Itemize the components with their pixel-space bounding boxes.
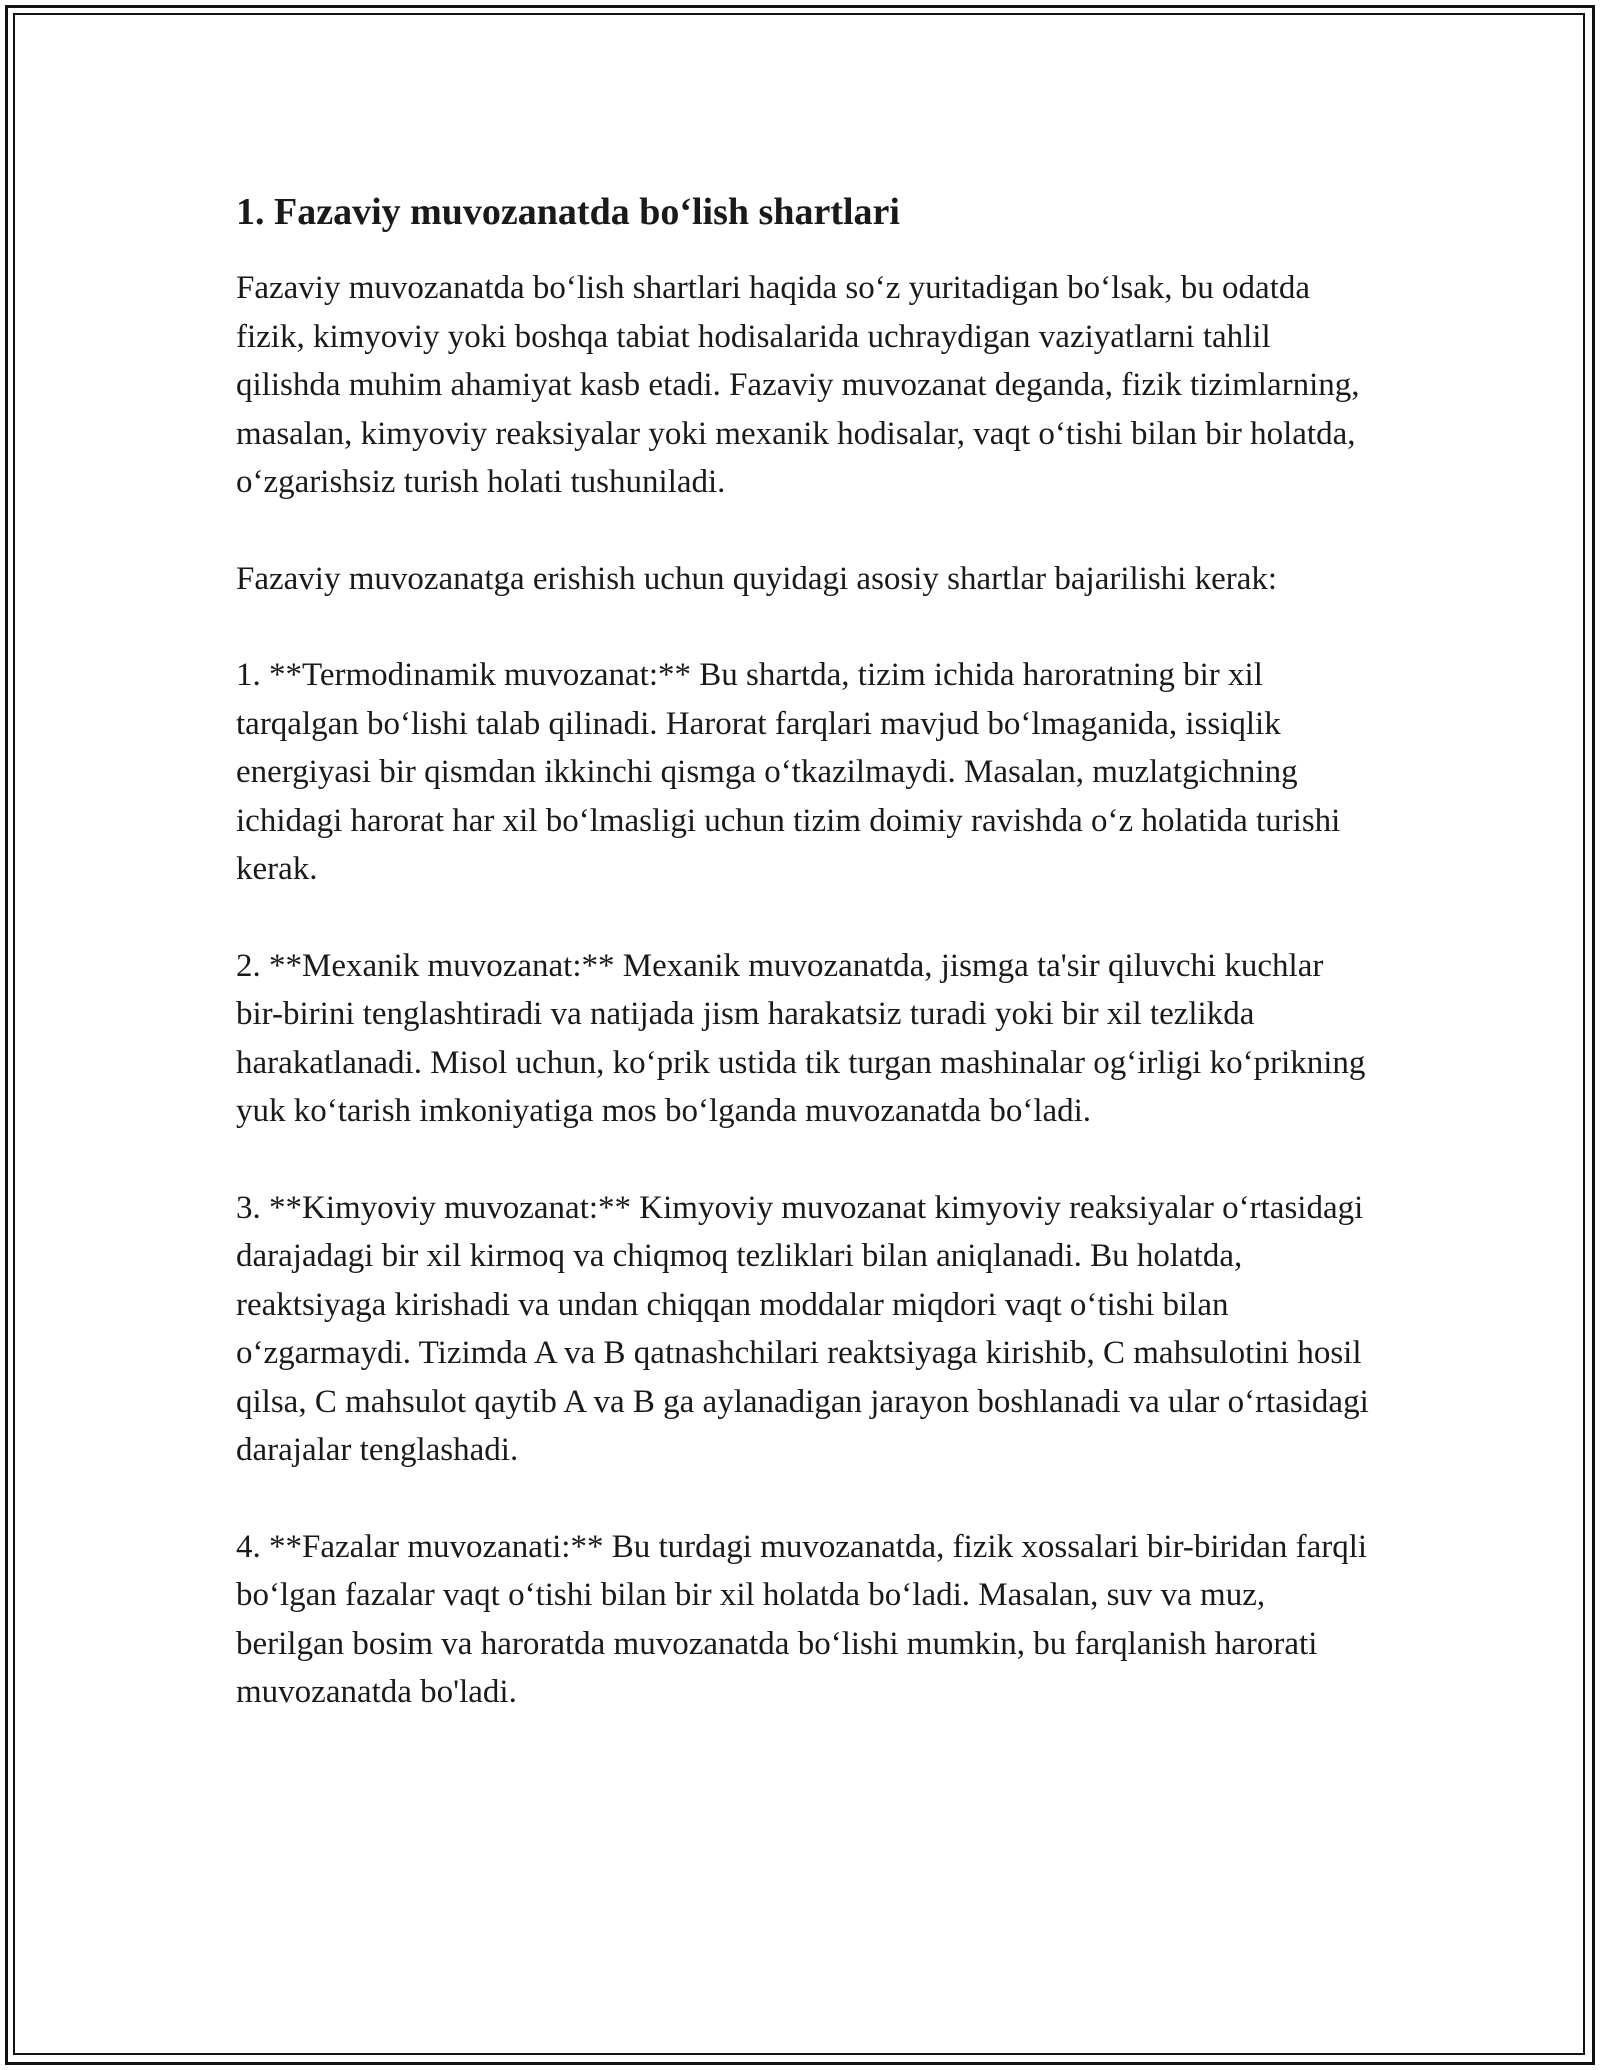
- condition-mechanical-paragraph: 2. **Mexanik muvozanat:** Mexanik muvozanatda, jismga ta'sir qiluvchi kuchlar bir-birini tenglashtiradi va natijada jism harakatsiz turadi yoki bir xil tezlikda harakatlanadi. Misol uchun, ko‘prik ustida tik turgan mashinalar og‘irligi ko‘prikning yuk ko‘tarish imkoniyatiga mos bo‘lganda muvozanatda bo‘ladi.: [236, 947, 1366, 1129]
- conditions-lead-paragraph: Fazaviy muvozanatga erishish uchun quyidagi asosiy shartlar bajarilishi kerak:: [236, 560, 1278, 597]
- document-body: [236, 186, 1376, 1765]
- condition-phase-paragraph: 4. **Fazalar muvozanati:** Bu turdagi muvozanatda, fizik xossalari bir-biridan farqli bo‘lgan fazalar vaqt o‘tishi bilan bir xil holatda bo‘ladi. Masalan, suv va muz, berilgan bosim va haroratda muvozanatda bo‘lishi mumkin, bu farqlanish harorati muvozanatda bo'ladi.: [236, 1528, 1368, 1710]
- condition-chemical-paragraph: 3. **Kimyoviy muvozanat:** Kimyoviy muvozanat kimyoviy reaksiyalar o‘rtasidagi darajadagi bir xil kirmoq va chiqmoq tezliklari bilan aniqlanadi. Bu holatda, reaktsiyaga kirishadi va undan chiqqan moddalar miqdori vaqt o‘tishi bilan o‘zgarmaydi. Tizimda A va B qatnashchilari reaktsiyaga kirishib, C mahsulotini hosil qilsa, C mahsulot qaytib A va B ga aylanadigan jarayon boshlanadi va ular o‘rtasidagi darajalar tenglashadi.: [236, 1189, 1369, 1468]
- condition-thermodynamic-paragraph: 1. **Termodinamik muvozanat:** Bu shartda, tizim ichida haroratning bir xil tarqalgan bo‘lishi talab qilinadi. Harorat farqlari mavjud bo‘lmaganida, issiqlik energiyasi bir qismdan ikkinchi qismga o‘tkazilmaydi. Masalan, muzlatgichning ichidagi harorat har xil bo‘lmasligi uchun tizim doimiy ravishda o‘z holatida turishi kerak.: [236, 657, 1341, 887]
- intro-paragraph: Fazaviy muvozanatda bo‘lish shartlari haqida so‘z yuritadigan bo‘lsak, bu odatda fizik, kimyoviy yoki boshqa tabiat hodisalarida uchraydigan vaziyatlarni tahlil qilishda muhim ahamiyat kasb etadi. Fazaviy muvozanat deganda, fizik tizimlarning, masalan, kimyoviy reaksiyalar yoki mexanik hodisalar, vaqt o‘tishi bilan bir holatda, o‘zgarishsiz turish holati tushuniladi.: [236, 270, 1360, 500]
- section-heading: 1. Fazaviy muvozanatda bo‘lish shartlari: [236, 191, 900, 233]
